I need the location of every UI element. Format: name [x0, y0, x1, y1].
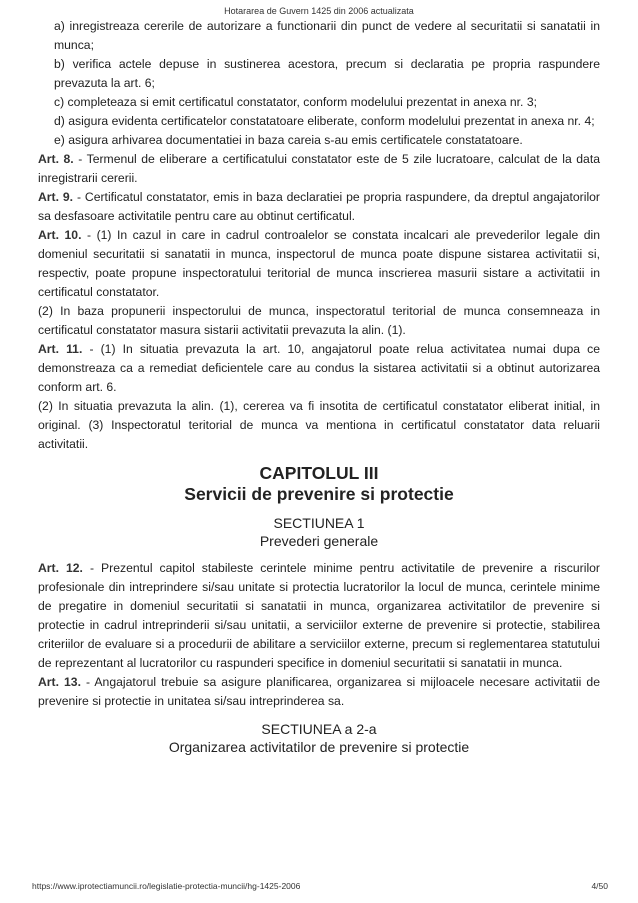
- article-10-paragraph-2: (2) In baza propunerii inspectorului de munca, inspectoratul teritorial de munca consemneaza in certificatul constatator masura sistarii activitatii prevazuta la alin. (1).: [38, 304, 600, 337]
- article-12: [38, 559, 600, 673]
- document-body: [38, 17, 600, 765]
- article-text: - (1) In situatia prevazuta la art. 10, angajatorul poate relua activitatea numai dupa ce demonstreaza ca a remediat deficientele care au condus la sistarea activitatii si a obtinut autorizarea conform art. 6.: [38, 342, 600, 394]
- article-text: - (1) In cazul in care in cadrul controalelor se constata incalcari ale prevederilor legale din domeniul securitatii si sanatatii in munca, inspectorul de munca poate dispune sistarea activitatii si, respectiv, poate propune inspectoratului teritorial de munca inscrierea masurii sistare a activitatii in certificatul constatator.: [38, 228, 601, 299]
- article-11-paragraph-2: (2) In situatia prevazuta la alin. (1), cererea va fi insotita de certificatul constatator eliberat initial, in original. (3) Inspectoratul teritorial de munca va mentiona in certificatul constatator data reluarii activitatii.: [38, 399, 600, 451]
- list-item: d) asigura evidenta certificatelor constatatoare eliberate, conform modelului prezentat in anexa nr. 4;: [54, 114, 595, 128]
- article-number: Art. 10.: [38, 228, 82, 242]
- list-item: a) inregistreaza cererile de autorizare a functionarii din punct de vedere al securitatii si sanatatii in munca;: [54, 19, 600, 52]
- article-text: - Prezentul capitol stabileste cerintele minime pentru activitatile de prevenire a riscurilor profesionale din intreprindere si/sau unitate si protectia lucratorilor la locul de munca, cerintele minime de pregatire in domeniul securitatii si sanatatii in munca, organizarea activitatilor de prevenire si protectie in cadrul intreprinderii si/sau unitatii, a serviciilor externe de prevenire si protectie, stabilirea criteriilor de evaluare si a procedurii de abilitare a serviciilor externe, precum si reglementarea statutului de reprezentant al lucratorilor cu raspunderi specifice in domeniul securitatii si sanatatii in munca.: [38, 561, 600, 670]
- list-item: b) verifica actele depuse in sustinerea acestora, precum si declaratia pe propria raspundere prevazuta la art. 6;: [54, 57, 600, 90]
- page-number: 4/50: [591, 881, 608, 891]
- article-11: [38, 340, 600, 397]
- duties-list: [38, 17, 600, 150]
- section-title: SECTIUNEA 1: [273, 515, 365, 531]
- chapter-heading: [38, 463, 600, 505]
- section-subtitle: Prevederi generale: [259, 533, 379, 549]
- section-subtitle: Organizarea activitatilor de prevenire si protectie: [168, 739, 470, 755]
- section-title: SECTIUNEA a 2-a: [261, 721, 377, 737]
- article-13: [38, 673, 600, 711]
- footer-url: https://www.iprotectiamuncii.ro/legislatie-protectia-muncii/hg-1425-2006: [32, 881, 301, 891]
- article-8: [38, 150, 600, 188]
- article-number: Art. 11.: [38, 342, 83, 356]
- article-text: - Termenul de eliberare a certificatului constatator este de 5 zile lucratoare, calculat de la data inregistrarii cererii.: [38, 152, 600, 185]
- section-heading: [38, 514, 600, 550]
- chapter-title: CAPITOLUL III: [259, 463, 379, 483]
- article-number: Art. 8.: [38, 152, 74, 166]
- article-text: - Angajatorul trebuie sa asigure planificarea, organizarea si mijloacele necesare activitatii de prevenire si protectie in unitatea si/sau intreprinderea sa.: [38, 675, 600, 708]
- list-item: e) asigura arhivarea documentatiei in baza careia s-au emis certificatele constatatoare.: [54, 133, 523, 147]
- article-number: Art. 13.: [38, 675, 81, 689]
- article-10: [38, 226, 600, 302]
- page-header: Hotararea de Guvern 1425 din 2006 actualizata: [224, 6, 414, 16]
- chapter-subtitle: Servicii de prevenire si protectie: [184, 484, 454, 504]
- article-text: - Certificatul constatator, emis in baza declaratiei pe propria raspundere, da dreptul angajatorilor sa desfasoare activitatile pentru care au obtinut certificatul.: [38, 190, 600, 223]
- article-number: Art. 12.: [38, 561, 83, 575]
- article-9: [38, 188, 600, 226]
- article-number: Art. 9.: [38, 190, 74, 204]
- section-heading: [38, 720, 600, 756]
- list-item: c) completeaza si emit certificatul constatator, conform modelului prezentat in anexa nr. 3;: [54, 95, 537, 109]
